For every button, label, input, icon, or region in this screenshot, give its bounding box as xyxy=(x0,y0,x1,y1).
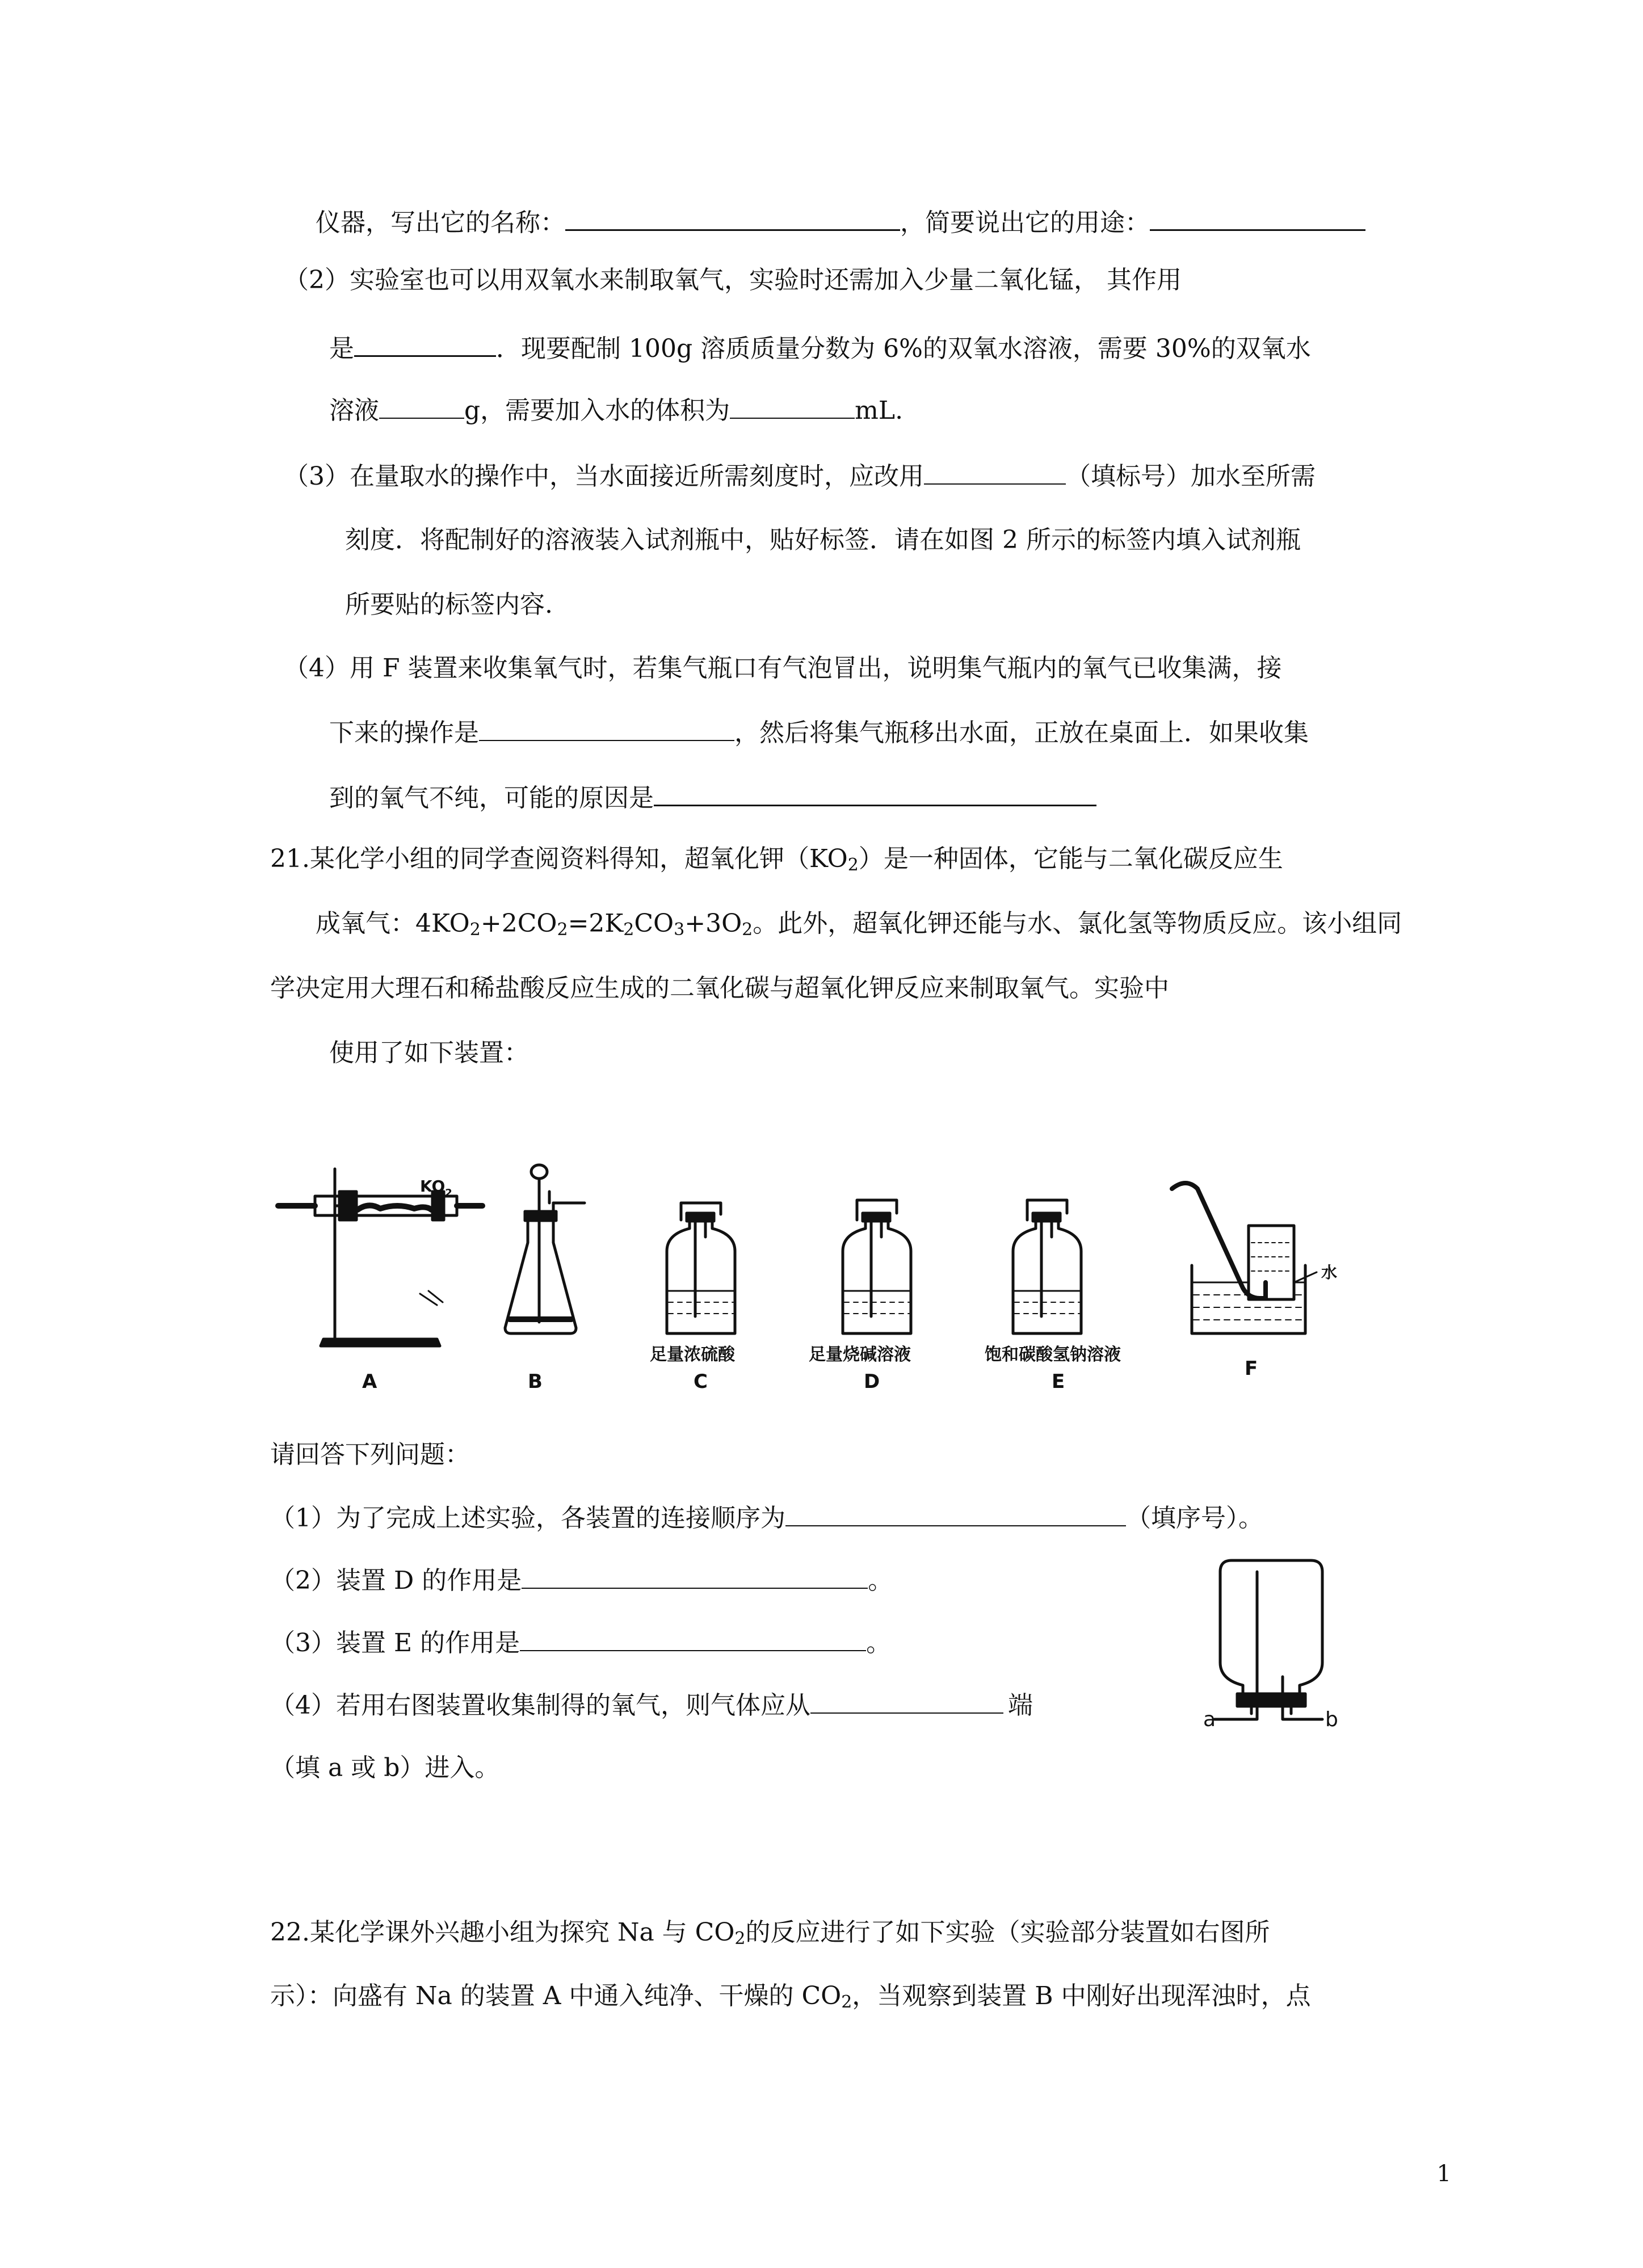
q21-s1: （1）为了完成上述实验，各装置的连接顺序为 （填序号）。 xyxy=(270,1501,1263,1534)
q20-p3-line2: 刻度．将配制好的溶液装入试剂瓶中，贴好标签．请在如图 2 所示的标签内填入试剂瓶 xyxy=(345,525,1301,554)
answer-blank[interactable] xyxy=(479,716,734,741)
collection-bottle-figure xyxy=(1197,1549,1368,1742)
apparatus-f xyxy=(1172,1183,1317,1333)
answer-blank[interactable] xyxy=(785,1501,1126,1526)
apparatus-e xyxy=(1013,1200,1081,1333)
q21-s4-line2: （填 a 或 b）进入。 xyxy=(270,1753,500,1782)
label-b: B xyxy=(528,1370,543,1393)
answer-blank[interactable] xyxy=(810,1689,1003,1714)
answer-blank[interactable] xyxy=(654,781,1096,806)
q21-s4: （4）若用右图装置收集制得的氧气，则气体应从 端 xyxy=(270,1689,1033,1722)
ko2-label: $KO_2$ xyxy=(420,1177,452,1199)
q21-line1: 21.某化学小组的同学查阅资料得知，超氧化钾$(KO_2)$是一种固体，它能与二氧化碳反应生 xyxy=(270,844,1283,875)
label-c: C xyxy=(694,1370,708,1393)
q20-p2-line2: 是 ．现要配制 100g 溶质质量分数为 6%的双氧水溶液，需要 30%的双氧水 xyxy=(329,331,1311,365)
answer-blank[interactable] xyxy=(520,1626,866,1651)
q20-p4-line2: 下来的操作是 ，然后将集气瓶移出水面，正放在桌面上．如果收集 xyxy=(329,716,1309,749)
label-a: A xyxy=(362,1370,377,1393)
q20-p3-line3: 所要贴的标签内容. xyxy=(345,590,553,619)
answer-blank[interactable] xyxy=(379,394,464,419)
q20-p2-line1: （2）实验室也可以用双氧水来制取氧气，实验时还需加入少量二氧化锰， 其作用 xyxy=(284,266,1182,294)
answer-blank[interactable] xyxy=(924,460,1066,485)
q20-p4-line3: 到的氧气不纯，可能的原因是 xyxy=(329,781,1096,814)
caption-e: 饱和碳酸氢钠溶液 xyxy=(985,1345,1121,1365)
answer-blank[interactable] xyxy=(1150,205,1365,231)
caption-d: 足量烧碱溶液 xyxy=(809,1345,911,1365)
label-e: E xyxy=(1052,1370,1065,1393)
answer-blank[interactable] xyxy=(354,331,496,357)
q20-p4-line1: （4）用 F 装置来收集氧气时，若集气瓶口有气泡冒出，说明集气瓶内的氧气已收集满，接 xyxy=(284,654,1282,683)
page-number: 1 xyxy=(1436,2161,1451,2187)
q20-p3-line1: （3）在量取水的操作中，当水面接近所需刻度时，应改用 （填标号）加水至所需 xyxy=(284,460,1316,493)
end-a-label: a xyxy=(1203,1708,1216,1731)
q22-line2: 示）：向盛有 Na 的装置 A 中通入纯净、干燥的 $CO_2$，当观察到装置 B 中刚好出现浑浊时，点 xyxy=(270,1981,1311,2012)
q21-line4: 使用了如下装置： xyxy=(329,1038,529,1067)
q21-s2: （2）装置 D 的作用是 。 xyxy=(270,1564,893,1597)
q22-line1: 22.某化学课外兴趣小组为探究 Na 与 $CO_2$的反应进行了如下实验（实验部分装置如右图所 xyxy=(270,1918,1270,1949)
answer-blank[interactable] xyxy=(522,1564,868,1589)
apparatus-c xyxy=(667,1203,735,1333)
q21-s3: （3）装置 E 的作用是 。 xyxy=(270,1626,891,1659)
end-b-label: b xyxy=(1325,1708,1338,1731)
q20-p2-line3: 溶液 g，需要加入水的体积为 mL. xyxy=(329,394,903,427)
q21-prompt: 请回答下列问题： xyxy=(270,1440,470,1469)
caption-c: 足量浓硫酸 xyxy=(650,1345,735,1365)
answer-blank[interactable] xyxy=(730,394,855,419)
answer-blank[interactable] xyxy=(565,205,900,231)
q21-line3: 学决定用大理石和稀盐酸反应生成的二氧化碳与超氧化钾反应来制取氧气。实验中 xyxy=(270,974,1169,1003)
apparatus-d xyxy=(843,1200,911,1333)
apparatus-b xyxy=(505,1165,585,1333)
water-label: 水 xyxy=(1321,1263,1338,1282)
label-d: D xyxy=(864,1370,880,1393)
label-f: F xyxy=(1245,1357,1258,1380)
q21-line2: 成氧气：$4KO_2+2CO_2=2K_2CO_3+3O_2$。此外，超氧化钾还能与水、氯化氢等物质反应。该小组同 xyxy=(316,909,1402,940)
q20-line1: 仪器，写出它的名称： ，简要说出它的用途： xyxy=(316,205,1365,239)
